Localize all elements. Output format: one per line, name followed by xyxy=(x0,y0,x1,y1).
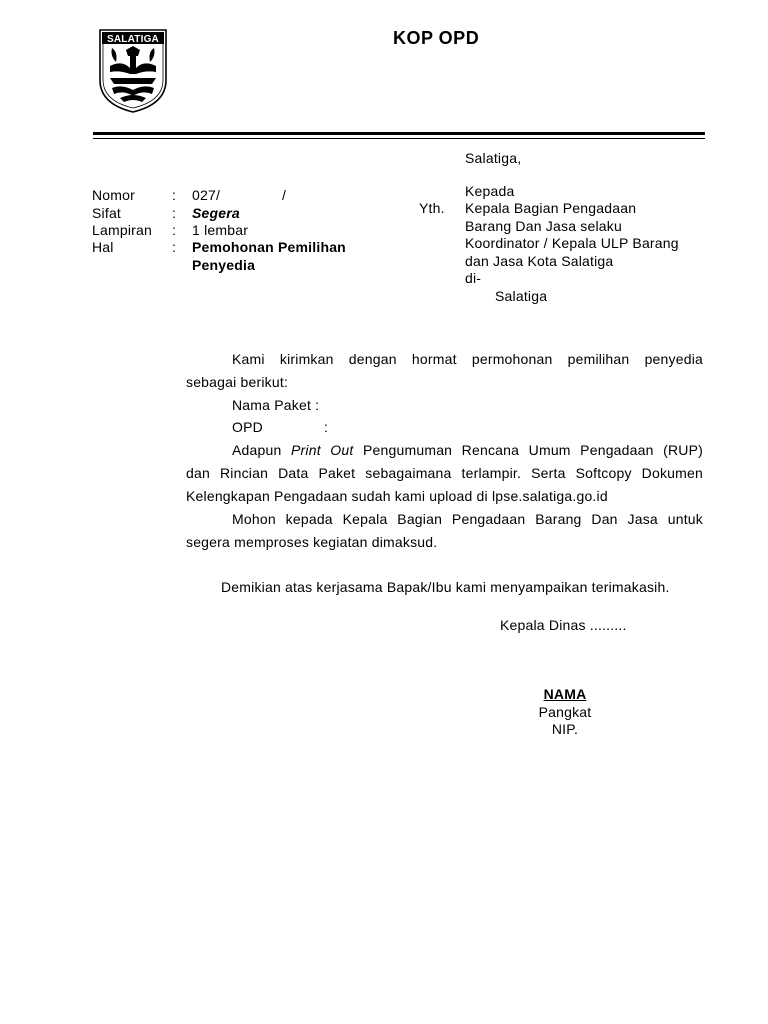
body-p3-line1: Mohon kepada Kepala Bagian Pengadaan Barang Dan Jasa untuk xyxy=(232,511,703,527)
body-p2-line3: Kelengkapan Pengadaan sudah kami upload di lpse.salatiga.go.id xyxy=(186,488,608,504)
letterhead-rule-thin xyxy=(93,138,705,139)
body-p1-line1: Kami kirimkan dengan hormat permohonan pemilihan penyedia xyxy=(232,351,703,367)
signature-rank: Pangkat xyxy=(538,704,592,720)
hal-colon: : xyxy=(172,239,177,255)
recipient-city: Salatiga xyxy=(495,288,548,304)
lampiran-value: 1 lembar xyxy=(192,222,249,238)
nama-paket-label: Nama Paket : xyxy=(232,397,320,413)
sifat-colon: : xyxy=(172,205,177,221)
body-p3-line2: segera memproses kegiatan dimaksud. xyxy=(186,534,438,550)
body-p1-line2: sebagai berikut: xyxy=(186,374,289,390)
nomor-colon: : xyxy=(172,187,177,203)
lampiran-colon: : xyxy=(172,222,177,238)
sifat-label: Sifat xyxy=(92,205,122,221)
signature-role: Kepala Dinas ......... xyxy=(500,617,627,633)
signature-nip: NIP. xyxy=(551,721,579,737)
letterhead-rule-thick xyxy=(93,132,705,135)
hal-value-line1: Pemohonan Pemilihan xyxy=(192,239,346,255)
sifat-value: Segera xyxy=(192,205,240,221)
hal-label: Hal xyxy=(92,239,114,255)
recipient-di: di- xyxy=(465,270,482,286)
opd-colon: : xyxy=(324,419,329,435)
recipient-line4: dan Jasa Kota Salatiga xyxy=(465,253,614,269)
logo-text: SALATIGA xyxy=(107,34,159,45)
recipient-line2: Barang Dan Jasa selaku xyxy=(465,218,622,234)
recipient-line1: Kepala Bagian Pengadaan xyxy=(465,200,637,216)
lampiran-label: Lampiran xyxy=(92,222,152,238)
recipient-kepada: Kepada xyxy=(465,183,515,199)
place-date: Salatiga, xyxy=(465,150,522,166)
letterhead-title: KOP OPD xyxy=(393,28,480,48)
hal-value-line2: Penyedia xyxy=(192,257,256,273)
nomor-value: 027/ xyxy=(192,187,221,203)
body-p2-line2: dan Rincian Data Paket sebagaimana terlampir. Serta Softcopy Dokumen xyxy=(186,465,703,481)
nomor-slash: / xyxy=(282,187,287,203)
closing-sentence: Demikian atas kerjasama Bapak/Ibu kami menyampaikan terimakasih. xyxy=(221,579,670,595)
salatiga-emblem-logo xyxy=(96,26,170,114)
signature-name: NAMA xyxy=(543,686,587,702)
body-p2-line1: Adapun Print Out Pengumuman Rencana Umum Pengadaan (RUP) xyxy=(232,442,704,458)
recipient-line3: Koordinator / Kepala ULP Barang xyxy=(465,235,679,251)
opd-label: OPD xyxy=(232,419,263,435)
nomor-label: Nomor xyxy=(92,187,136,203)
recipient-yth: Yth. xyxy=(419,200,445,216)
